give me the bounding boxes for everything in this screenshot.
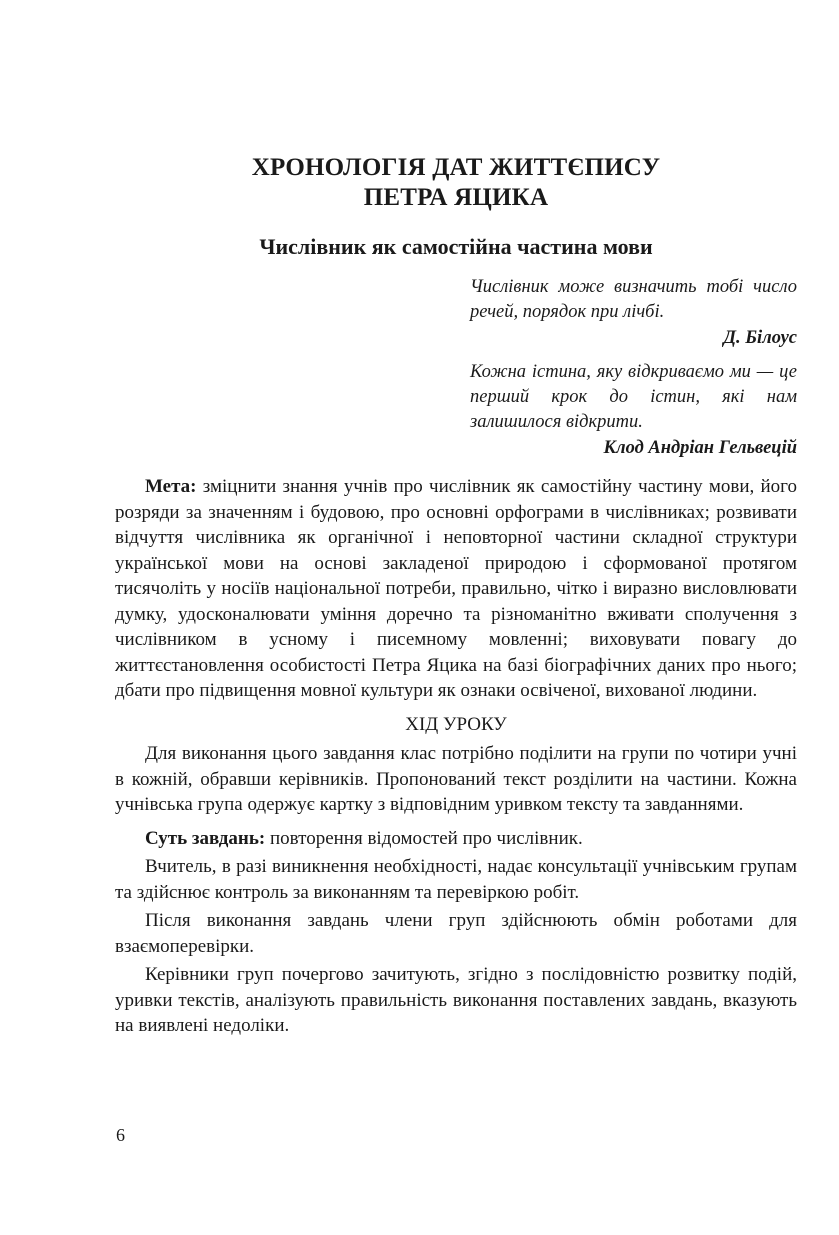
paragraph-exchange: Після виконання завдань члени груп здійснюють обмін роботами для взаємоперевірки. bbox=[115, 910, 797, 957]
paragraph-teacher: Вчитель, в разі виникнення необхідності, надає консультації учнівським групам та здійснює контроль за виконанням та перевіркою робіт. bbox=[115, 856, 797, 903]
paragraph-groups: Для виконання цього завдання клас потрібно поділити на групи по чотири учні в кожній, обравши керівників. Пропонований текст розділити на частини. Кожна учнівська група одержує картку з відповідним уривком тексту та завданнями. bbox=[115, 743, 797, 815]
paragraph-leaders: Керівники груп почергово зачитують, згідно з послідовністю розвитку подій, уривки текстів, аналізують правильність виконання поставлених завдань, вказують на виявлені недоліки. bbox=[115, 964, 797, 1036]
tasks-label: Суть завдань: bbox=[145, 827, 266, 849]
epigraph-2-author: Клод Андріан Гельвецій bbox=[603, 438, 797, 458]
page-number: 6 bbox=[116, 1125, 125, 1145]
tasks-paragraph bbox=[115, 826, 797, 852]
tasks-text: повторення відомостей про числівник. bbox=[265, 827, 583, 849]
lesson-subtitle: Числівник як самостійна частина мови bbox=[259, 234, 653, 259]
goal-label: Мета: bbox=[145, 476, 197, 497]
title-line-1: ХРОНОЛОГІЯ ДАТ ЖИТТЄПИСУ bbox=[251, 154, 661, 181]
epigraph-1-text: Числівник може визначить тобі число речей, порядок при лічбі. bbox=[470, 277, 797, 322]
goal-paragraph bbox=[115, 474, 797, 704]
goal-text: зміцнити знання учнів про числівник як самостійну частину мови, його розряди за значенням і будовою, про основні орфограми в числівниках; розвивати відчуття числівника як органічної і неповторної частини складної структури української мови на основі закладеної природою і сформованої протягом тисячоліть у носіїв національної потреби, правильно, чітко і виразно висловлювати думку, удосконалювати уміння доречно та різноманітно вживати сполучення з числівником в усному і писемному мовленні; виховувати повагу до життєстановлення особистості Петра Яцика на базі біографічних даних про нього; дбати про підвищення мовної культури як ознаки освіченої, вихованої людини. bbox=[115, 476, 797, 701]
page-title bbox=[115, 153, 797, 213]
page-content bbox=[115, 153, 797, 1039]
lesson-heading: ХІД УРОКУ bbox=[405, 713, 507, 735]
epigraph-2-text: Кожна істина, яку відкриваємо ми — це перший крок до істин, які нам залишилося відкрити. bbox=[470, 362, 797, 432]
epigraph-block bbox=[470, 275, 797, 461]
title-line-2: ПЕТРА ЯЦИКА bbox=[363, 184, 549, 211]
epigraph-1-author: Д. Білоус bbox=[723, 328, 797, 348]
